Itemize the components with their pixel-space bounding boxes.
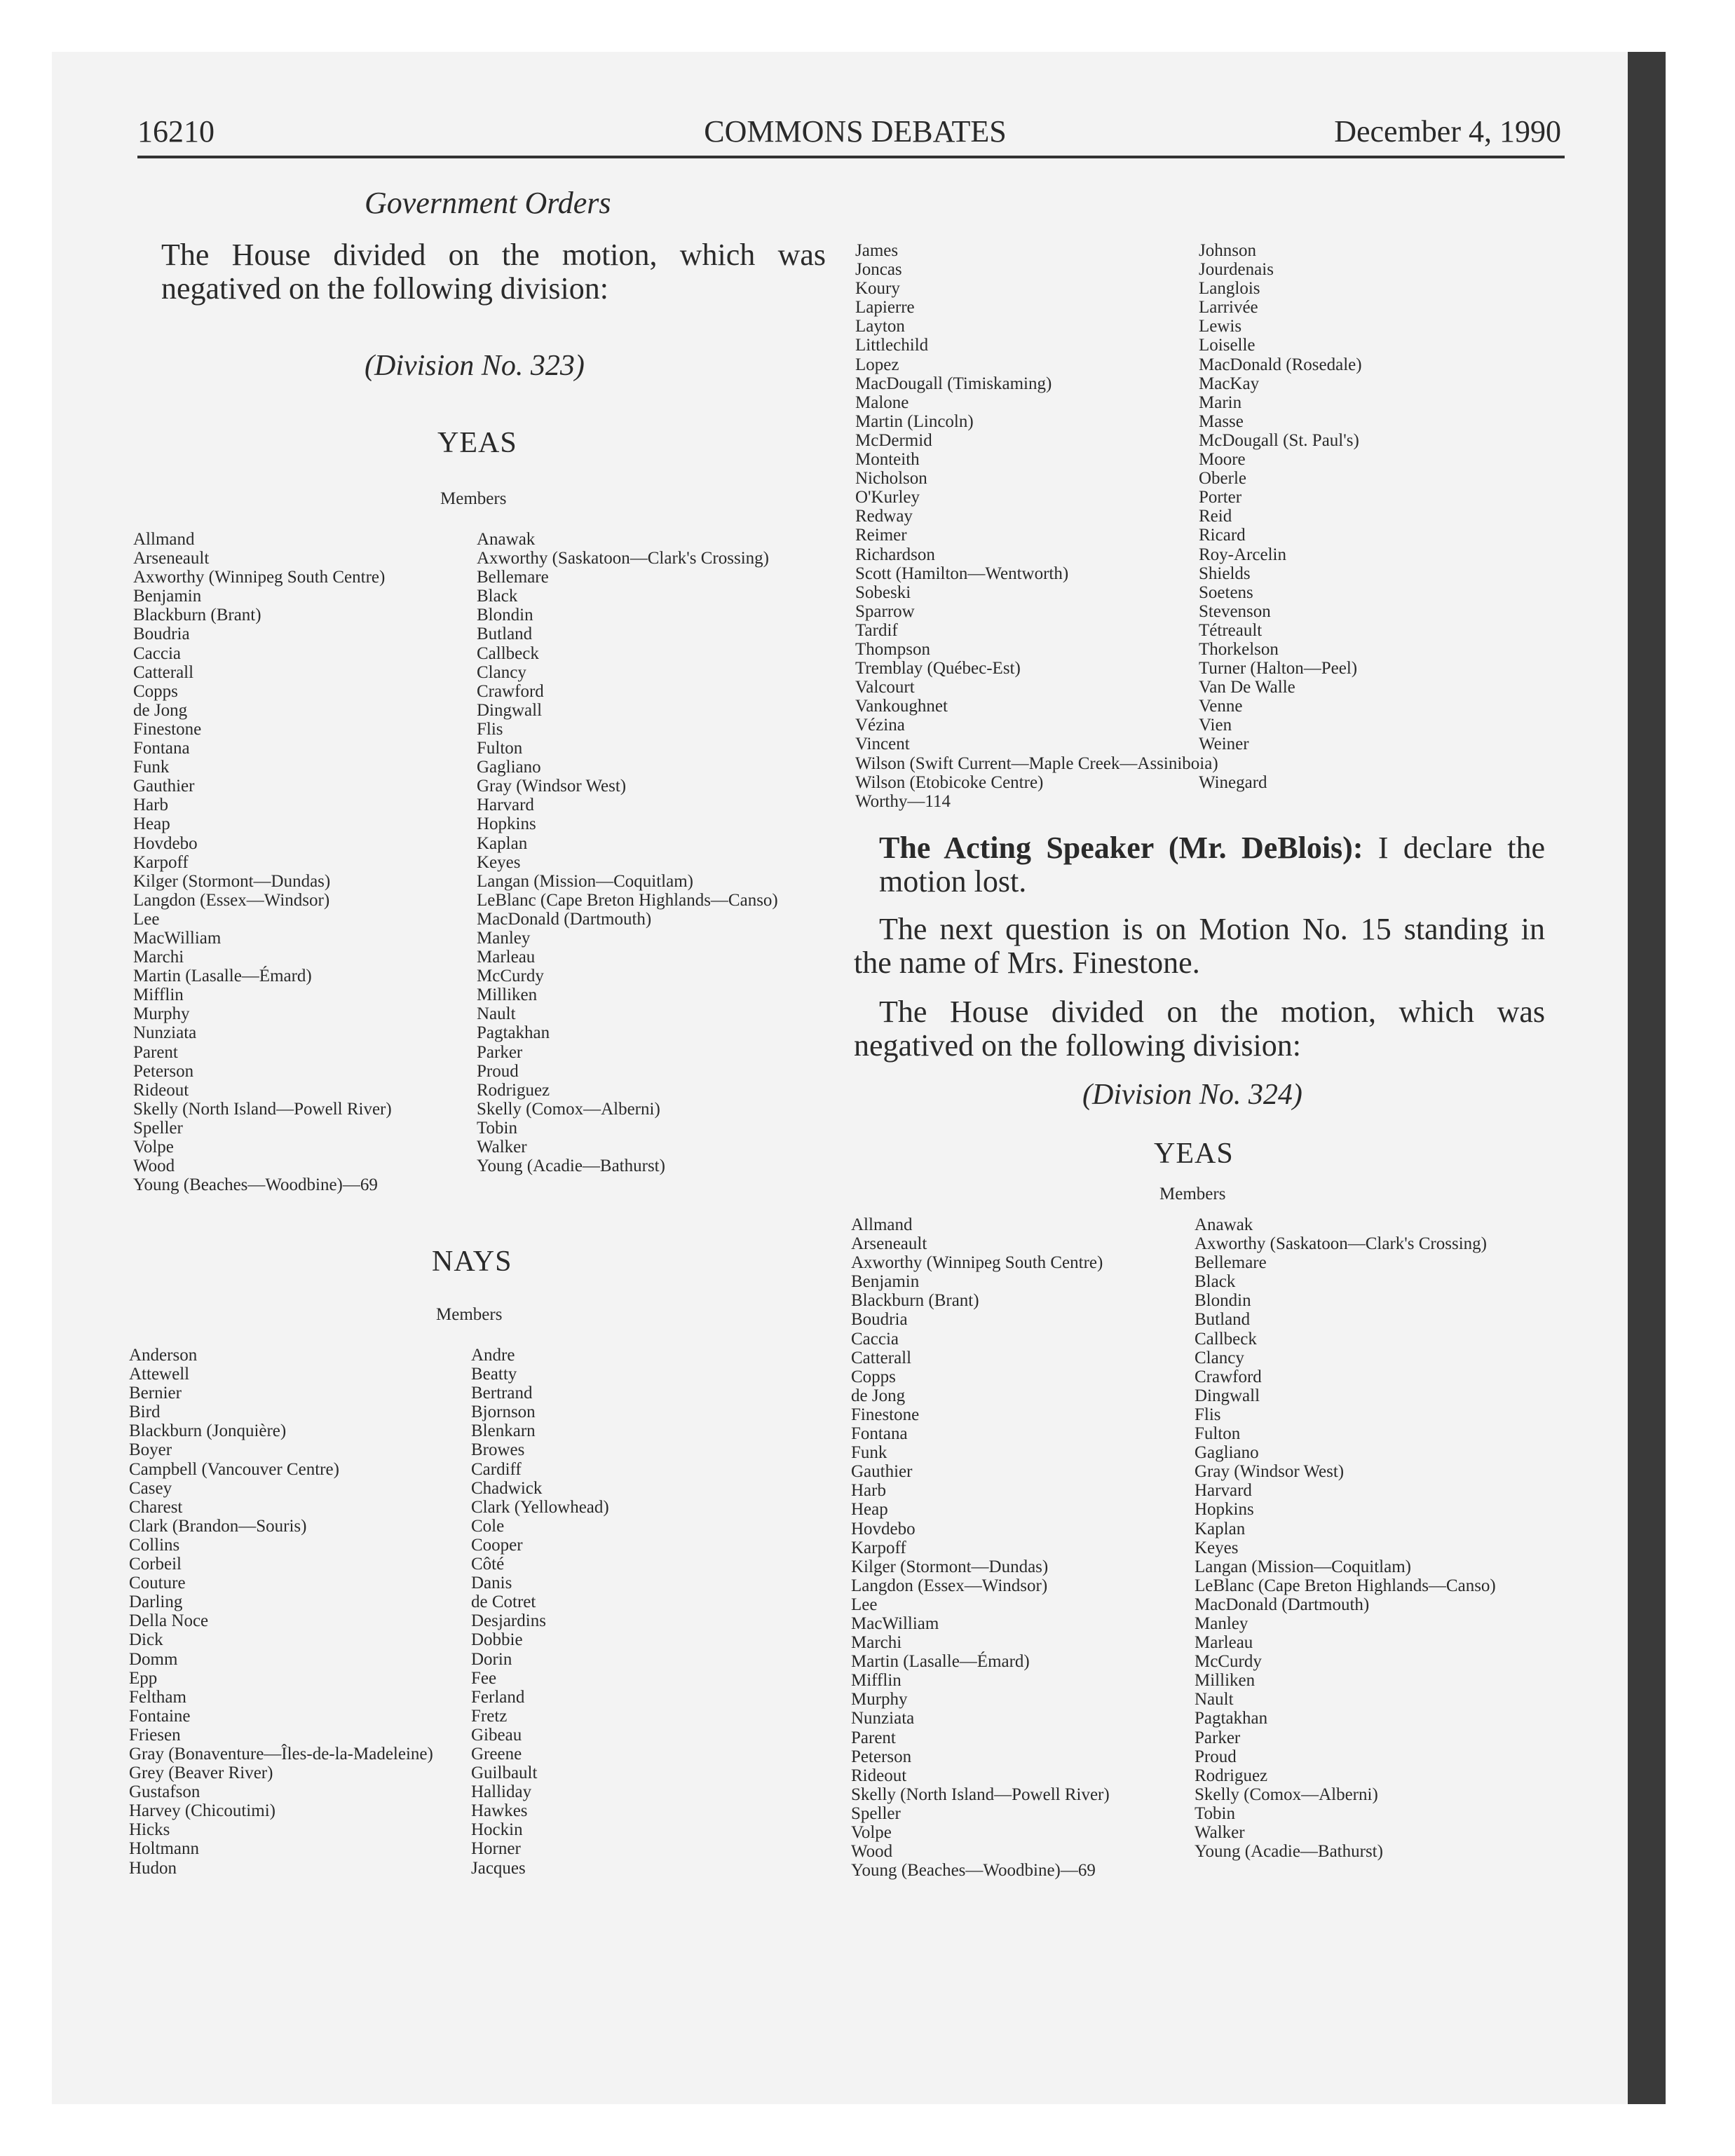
member-name: Langdon (Essex—Windsor) <box>851 1576 1048 1595</box>
member-name: Shields <box>1199 564 1251 583</box>
member-name: Finestone <box>851 1405 920 1424</box>
member-name: Couture <box>129 1574 186 1593</box>
member-name: Lewis <box>1199 317 1242 336</box>
member-name: Lee <box>133 909 160 929</box>
yeas-members-label: Members <box>440 489 507 508</box>
member-name: Desjardins <box>471 1611 546 1631</box>
member-name: Kaplan <box>1195 1519 1246 1538</box>
yeas-heading-2: YEAS <box>1154 1138 1234 1170</box>
member-name: Clark (Brandon—Souris) <box>129 1516 307 1536</box>
member-name: Roy-Arcelin <box>1199 545 1286 564</box>
member-name: MacWilliam <box>133 928 222 948</box>
next-question: The next question is on Motion No. 15 standing in the name of Mrs. Finestone. <box>854 912 1545 980</box>
member-name: Volpe <box>133 1138 174 1157</box>
member-name: Darling <box>129 1592 183 1612</box>
member-name: Browes <box>471 1440 525 1460</box>
member-name: Guilbault <box>471 1763 538 1783</box>
member-name: Kilger (Stormont—Dundas) <box>133 871 331 891</box>
member-name: Clancy <box>477 662 526 682</box>
yeas-column-2 <box>477 530 778 1175</box>
member-name: Blondin <box>477 606 533 625</box>
member-name: Layton <box>855 317 905 336</box>
member-name: Danis <box>471 1574 512 1593</box>
member-name: Kaplan <box>477 833 528 853</box>
member-name: Andre <box>471 1346 515 1365</box>
member-name: Marchi <box>851 1633 902 1653</box>
member-name: Blackburn (Brant) <box>133 606 261 625</box>
member-name: Flis <box>1195 1405 1221 1424</box>
member-name: Callbeck <box>477 643 539 663</box>
member-name: Benjamin <box>851 1272 920 1292</box>
member-name: Butland <box>477 625 533 644</box>
yeas-column-2-division-2 <box>1195 1215 1496 1861</box>
member-name: Bernier <box>129 1384 182 1403</box>
member-name: Friesen <box>129 1725 181 1745</box>
member-name: Axworthy (Winnipeg South Centre) <box>851 1253 1103 1273</box>
member-name <box>1199 754 1362 773</box>
member-name: James <box>855 241 899 260</box>
member-name: Caccia <box>133 643 182 663</box>
member-name: Cooper <box>471 1535 523 1555</box>
speaker-name: The Acting Speaker (Mr. DeBlois): <box>879 831 1363 865</box>
member-name: Thompson <box>855 639 930 659</box>
member-name: Fulton <box>1195 1424 1241 1444</box>
member-name: Epp <box>129 1668 158 1688</box>
member-name: Martin (Lasalle—Émard) <box>851 1652 1030 1672</box>
member-name: Anderson <box>129 1346 198 1365</box>
member-name: Arseneault <box>133 549 210 568</box>
member-name: Murphy <box>851 1690 908 1710</box>
member-name: Della Noce <box>129 1611 209 1631</box>
member-name: Littlechild <box>855 336 929 355</box>
page-edge <box>1605 52 1628 2104</box>
member-name: Parker <box>1195 1728 1241 1747</box>
member-name: Finestone <box>133 719 202 739</box>
nays-column-3 <box>855 241 1218 811</box>
member-name: Boudria <box>133 625 190 644</box>
member-name: Murphy <box>133 1004 190 1024</box>
member-name: Oberle <box>1199 469 1247 489</box>
member-name: Vankoughnet <box>855 697 948 716</box>
member-name: Proud <box>477 1061 519 1081</box>
member-name: Skelly (North Island—Powell River) <box>851 1785 1110 1804</box>
member-name: Horner <box>471 1839 521 1859</box>
member-name: de Jong <box>133 700 188 720</box>
member-name: O'Kurley <box>855 488 920 507</box>
member-name: Corbeil <box>129 1555 182 1574</box>
member-name: Nault <box>1195 1690 1234 1710</box>
member-name: Langan (Mission—Coquitlam) <box>1195 1557 1411 1576</box>
member-name: McCurdy <box>477 967 544 986</box>
yeas-column-1 <box>133 530 392 1194</box>
member-name: Young (Beaches—Woodbine)—69 <box>851 1861 1096 1881</box>
member-name: Black <box>477 587 518 606</box>
member-name: Monteith <box>855 450 920 470</box>
member-name: Casey <box>129 1478 172 1498</box>
member-name: Caccia <box>851 1329 899 1349</box>
member-name: Stevenson <box>1199 601 1271 621</box>
member-name: Langan (Mission—Coquitlam) <box>477 871 693 891</box>
nays-heading: NAYS <box>432 1246 512 1278</box>
member-name: Crawford <box>477 681 544 701</box>
member-name: Turner (Halton—Peel) <box>1199 659 1358 678</box>
member-name: Côté <box>471 1555 505 1574</box>
division-label: (Division No. 323) <box>365 350 585 382</box>
member-name: Young (Acadie—Bathurst) <box>477 1157 665 1176</box>
member-name: Beatty <box>471 1365 517 1384</box>
member-name: MacDonald (Dartmouth) <box>477 909 652 929</box>
member-name: Clark (Yellowhead) <box>471 1497 609 1517</box>
member-name: Axworthy (Saskatoon—Clark's Crossing) <box>1195 1234 1487 1254</box>
member-name: Mifflin <box>851 1671 901 1691</box>
member-name: Soetens <box>1199 582 1253 602</box>
member-name: Rideout <box>133 1080 189 1100</box>
member-name: Tétreault <box>1199 620 1263 640</box>
header-rule <box>137 156 1565 158</box>
member-name: Vézina <box>855 716 905 735</box>
member-name: Boyer <box>129 1440 172 1460</box>
member-name: Holtmann <box>129 1839 199 1859</box>
member-name: Milliken <box>477 985 538 1005</box>
nays-members-label: Members <box>436 1305 503 1324</box>
speaker-text: I declare the motion lost. <box>879 831 1546 899</box>
member-name: MacDonald (Dartmouth) <box>1195 1595 1370 1614</box>
speaker-statement <box>879 831 1545 899</box>
member-name: Marin <box>1199 393 1242 412</box>
member-name: Jourdenais <box>1199 260 1274 280</box>
member-name: Hopkins <box>477 814 536 834</box>
member-name: Hawkes <box>471 1801 528 1821</box>
member-name: Harb <box>133 796 168 815</box>
member-name: Young (Acadie—Bathurst) <box>1195 1842 1383 1862</box>
member-name: Harb <box>851 1481 886 1501</box>
member-name: Flis <box>477 719 503 739</box>
member-name: Cole <box>471 1516 505 1536</box>
member-name: Ricard <box>1199 526 1246 545</box>
member-name: Collins <box>129 1535 180 1555</box>
member-name: Dingwall <box>1195 1386 1260 1405</box>
member-name: Black <box>1195 1272 1236 1292</box>
member-name: Nunziata <box>851 1709 915 1728</box>
member-name: Skelly (Comox—Alberni) <box>1195 1785 1378 1804</box>
member-name: Gibeau <box>471 1725 522 1745</box>
yeas-heading: YEAS <box>437 427 517 459</box>
yeas-members-label-2: Members <box>1159 1185 1226 1203</box>
member-name: Allmand <box>851 1215 913 1234</box>
nays-column-1 <box>129 1346 433 1878</box>
member-name: Milliken <box>1195 1671 1256 1691</box>
member-name: Joncas <box>855 260 902 280</box>
member-name: Loiselle <box>1199 336 1256 355</box>
member-name: McCurdy <box>1195 1652 1262 1672</box>
member-name: Domm <box>129 1649 178 1669</box>
member-name: McDermid <box>855 430 932 450</box>
member-name: Reid <box>1199 507 1232 526</box>
member-name: Malone <box>855 393 909 412</box>
nays-column-4 <box>1199 241 1362 792</box>
member-name: Fontana <box>851 1424 908 1444</box>
member-name: Wilson (Etobicoke Centre) <box>855 772 1044 792</box>
member-name: Hudon <box>129 1858 177 1878</box>
member-name: Gustafson <box>129 1782 200 1802</box>
member-name: Halliday <box>471 1782 532 1802</box>
member-name: Speller <box>133 1118 183 1138</box>
member-name: Karpoff <box>133 852 189 872</box>
member-name: Blenkarn <box>471 1421 536 1441</box>
member-name: Gray (Windsor West) <box>1195 1462 1345 1482</box>
member-name: Harvard <box>1195 1481 1252 1501</box>
member-name: Gauthier <box>851 1462 913 1482</box>
member-name: Fee <box>471 1668 497 1688</box>
member-name: Fretz <box>471 1706 508 1726</box>
running-title: COMMONS DEBATES <box>704 114 1007 149</box>
member-name: MacWilliam <box>851 1613 939 1633</box>
member-name: Dick <box>129 1630 163 1650</box>
member-name: Manley <box>477 928 531 948</box>
member-name: Thorkelson <box>1199 639 1279 659</box>
member-name: LeBlanc (Cape Breton Highlands—Canso) <box>1195 1576 1496 1595</box>
member-name: Gagliano <box>477 758 541 777</box>
member-name: Arseneault <box>851 1234 927 1254</box>
member-name: Marleau <box>1195 1633 1253 1653</box>
member-name: Nicholson <box>855 469 927 489</box>
member-name: Marchi <box>133 948 184 967</box>
member-name: Peterson <box>851 1747 912 1766</box>
member-name: Catterall <box>851 1348 912 1367</box>
member-name: Richardson <box>855 545 935 564</box>
member-name: Attewell <box>129 1365 190 1384</box>
member-name: Vincent <box>855 735 910 754</box>
member-name: Langlois <box>1199 279 1260 299</box>
member-name: Copps <box>133 681 178 701</box>
member-name: Winegard <box>1199 772 1267 792</box>
member-name: Sobeski <box>855 582 911 602</box>
member-name: Hopkins <box>1195 1500 1254 1520</box>
page-number: 16210 <box>137 114 215 149</box>
member-name: Allmand <box>133 530 195 549</box>
member-name: Benjamin <box>133 587 202 606</box>
member-name: de Jong <box>851 1386 906 1405</box>
member-name: Lapierre <box>855 298 915 318</box>
member-name: Kilger (Stormont—Dundas) <box>851 1557 1049 1576</box>
member-name: Tardif <box>855 620 898 640</box>
member-name: Parent <box>133 1042 178 1062</box>
member-name: Bellemare <box>477 568 549 587</box>
member-name: Peterson <box>133 1061 194 1081</box>
member-name: Callbeck <box>1195 1329 1257 1349</box>
scan-border <box>1628 52 1666 2104</box>
member-name: Charest <box>129 1497 183 1517</box>
member-name: Karpoff <box>851 1538 906 1557</box>
division-label-2: (Division No. 324) <box>1082 1079 1302 1111</box>
member-name: Volpe <box>851 1823 892 1842</box>
member-name: de Cotret <box>471 1592 536 1612</box>
member-name: Speller <box>851 1803 901 1823</box>
second-division-intro: The House divided on the motion, which was negatived on the following division: <box>854 995 1545 1063</box>
member-name: Butland <box>1195 1310 1251 1330</box>
member-name: Johnson <box>1199 241 1256 260</box>
member-name: Dingwall <box>477 700 543 720</box>
member-name: Blackburn (Brant) <box>851 1291 979 1311</box>
member-name: Crawford <box>1195 1367 1262 1386</box>
member-name: Wood <box>133 1157 175 1176</box>
member-name: Proud <box>1195 1747 1237 1766</box>
member-name: Pagtakhan <box>1195 1709 1268 1728</box>
member-name: Parent <box>851 1728 896 1747</box>
member-name: Gray (Bonaventure—Îles-de-la-Madeleine) <box>129 1744 433 1763</box>
member-name: Copps <box>851 1367 896 1386</box>
member-name: Gagliano <box>1195 1443 1259 1463</box>
member-name: Lee <box>851 1595 878 1614</box>
member-name: MacDougall (Timiskaming) <box>855 374 1052 393</box>
member-name: Mifflin <box>133 985 184 1005</box>
member-name: Campbell (Vancouver Centre) <box>129 1459 339 1479</box>
member-name: Keyes <box>1195 1538 1239 1557</box>
member-name: Tobin <box>1195 1803 1235 1823</box>
member-name: Scott (Hamilton—Wentworth) <box>855 564 1069 583</box>
member-name: Dorin <box>471 1649 512 1669</box>
page-date: December 4, 1990 <box>1334 114 1561 149</box>
member-name: Cardiff <box>471 1459 522 1479</box>
member-name: Masse <box>1199 411 1244 431</box>
member-name: Venne <box>1199 697 1243 716</box>
member-name: Worthy—114 <box>855 791 951 811</box>
member-name: Catterall <box>133 662 194 682</box>
member-name: Blondin <box>1195 1291 1251 1311</box>
member-name: Reimer <box>855 526 907 545</box>
member-name: Wood <box>851 1842 893 1862</box>
member-name: Boudria <box>851 1310 908 1330</box>
member-name: Rideout <box>851 1766 907 1785</box>
member-name: Lopez <box>855 355 899 374</box>
member-name: Funk <box>133 758 170 777</box>
member-name: Rodriguez <box>1195 1766 1268 1785</box>
member-name: Marleau <box>477 948 536 967</box>
nays-column-2 <box>471 1346 609 1878</box>
member-name: Hovdebo <box>851 1519 916 1538</box>
member-name: Chadwick <box>471 1478 543 1498</box>
member-name: Pagtakhan <box>477 1023 550 1043</box>
member-name: Bertrand <box>471 1384 533 1403</box>
member-name: Nault <box>477 1004 516 1024</box>
member-name: Clancy <box>1195 1348 1244 1367</box>
member-name: Moore <box>1199 450 1246 470</box>
member-name: Hockin <box>471 1820 523 1840</box>
section-title: Government Orders <box>365 186 611 220</box>
member-name: Gray (Windsor West) <box>477 777 627 796</box>
member-name: Hovdebo <box>133 833 198 853</box>
member-name: Feltham <box>129 1687 186 1707</box>
member-name: Heap <box>851 1500 888 1520</box>
member-name: Rodriguez <box>477 1080 550 1100</box>
member-name: Ferland <box>471 1687 525 1707</box>
member-name: Harvey (Chicoutimi) <box>129 1801 275 1821</box>
member-name: MacDonald (Rosedale) <box>1199 355 1362 374</box>
member-name: Koury <box>855 279 900 299</box>
member-name: Sparrow <box>855 601 915 621</box>
member-name: Larrivée <box>1199 298 1258 318</box>
member-name: Walker <box>1195 1823 1245 1842</box>
member-name: Tremblay (Québec-Est) <box>855 659 1021 678</box>
member-name: Grey (Beaver River) <box>129 1763 273 1783</box>
member-name: Skelly (Comox—Alberni) <box>477 1099 660 1119</box>
member-name: Fulton <box>477 739 523 758</box>
member-name: Bjornson <box>471 1403 536 1422</box>
member-name: Funk <box>851 1443 887 1463</box>
member-name: Keyes <box>477 852 521 872</box>
member-name: Weiner <box>1199 735 1249 754</box>
member-name: Jacques <box>471 1858 526 1878</box>
yeas-column-1-division-2 <box>851 1215 1110 1880</box>
member-name: Blackburn (Jonquière) <box>129 1421 287 1441</box>
member-name: Walker <box>477 1138 527 1157</box>
member-name: Hicks <box>129 1820 170 1840</box>
member-name: Porter <box>1199 488 1242 507</box>
member-name: Young (Beaches—Woodbine)—69 <box>133 1175 378 1195</box>
member-name: Vien <box>1199 716 1232 735</box>
member-name: Skelly (North Island—Powell River) <box>133 1099 392 1119</box>
member-name: MacKay <box>1199 374 1260 393</box>
member-name: Nunziata <box>133 1023 197 1043</box>
member-name: Fontana <box>133 739 190 758</box>
member-name: Bellemare <box>1195 1253 1267 1273</box>
member-name: Axworthy (Saskatoon—Clark's Crossing) <box>477 549 769 568</box>
member-name: Axworthy (Winnipeg South Centre) <box>133 568 386 587</box>
member-name: Harvard <box>477 796 534 815</box>
member-name: Tobin <box>477 1118 517 1138</box>
member-name: Manley <box>1195 1613 1248 1633</box>
member-name: Martin (Lasalle—Émard) <box>133 967 312 986</box>
member-name: Dobbie <box>471 1630 523 1650</box>
member-name: Gauthier <box>133 777 195 796</box>
intro-paragraph: The House divided on the motion, which was negatived on the following division: <box>161 238 826 306</box>
member-name: Greene <box>471 1744 522 1763</box>
member-name: Van De Walle <box>1199 678 1295 697</box>
member-name: Langdon (Essex—Windsor) <box>133 890 330 910</box>
member-name: Anawak <box>477 530 536 549</box>
member-name: Valcourt <box>855 678 915 697</box>
member-name: Martin (Lincoln) <box>855 411 974 431</box>
member-name: McDougall (St. Paul's) <box>1199 430 1359 450</box>
member-name: Wilson (Swift Current—Maple Creek—Assiniboia) <box>855 753 1218 773</box>
member-name: Parker <box>477 1042 523 1062</box>
member-name: Heap <box>133 814 170 834</box>
member-name: Fontaine <box>129 1706 191 1726</box>
member-name: LeBlanc (Cape Breton Highlands—Canso) <box>477 890 778 910</box>
member-name: Bird <box>129 1403 161 1422</box>
member-name: Anawak <box>1195 1215 1253 1234</box>
member-name: Redway <box>855 507 913 526</box>
